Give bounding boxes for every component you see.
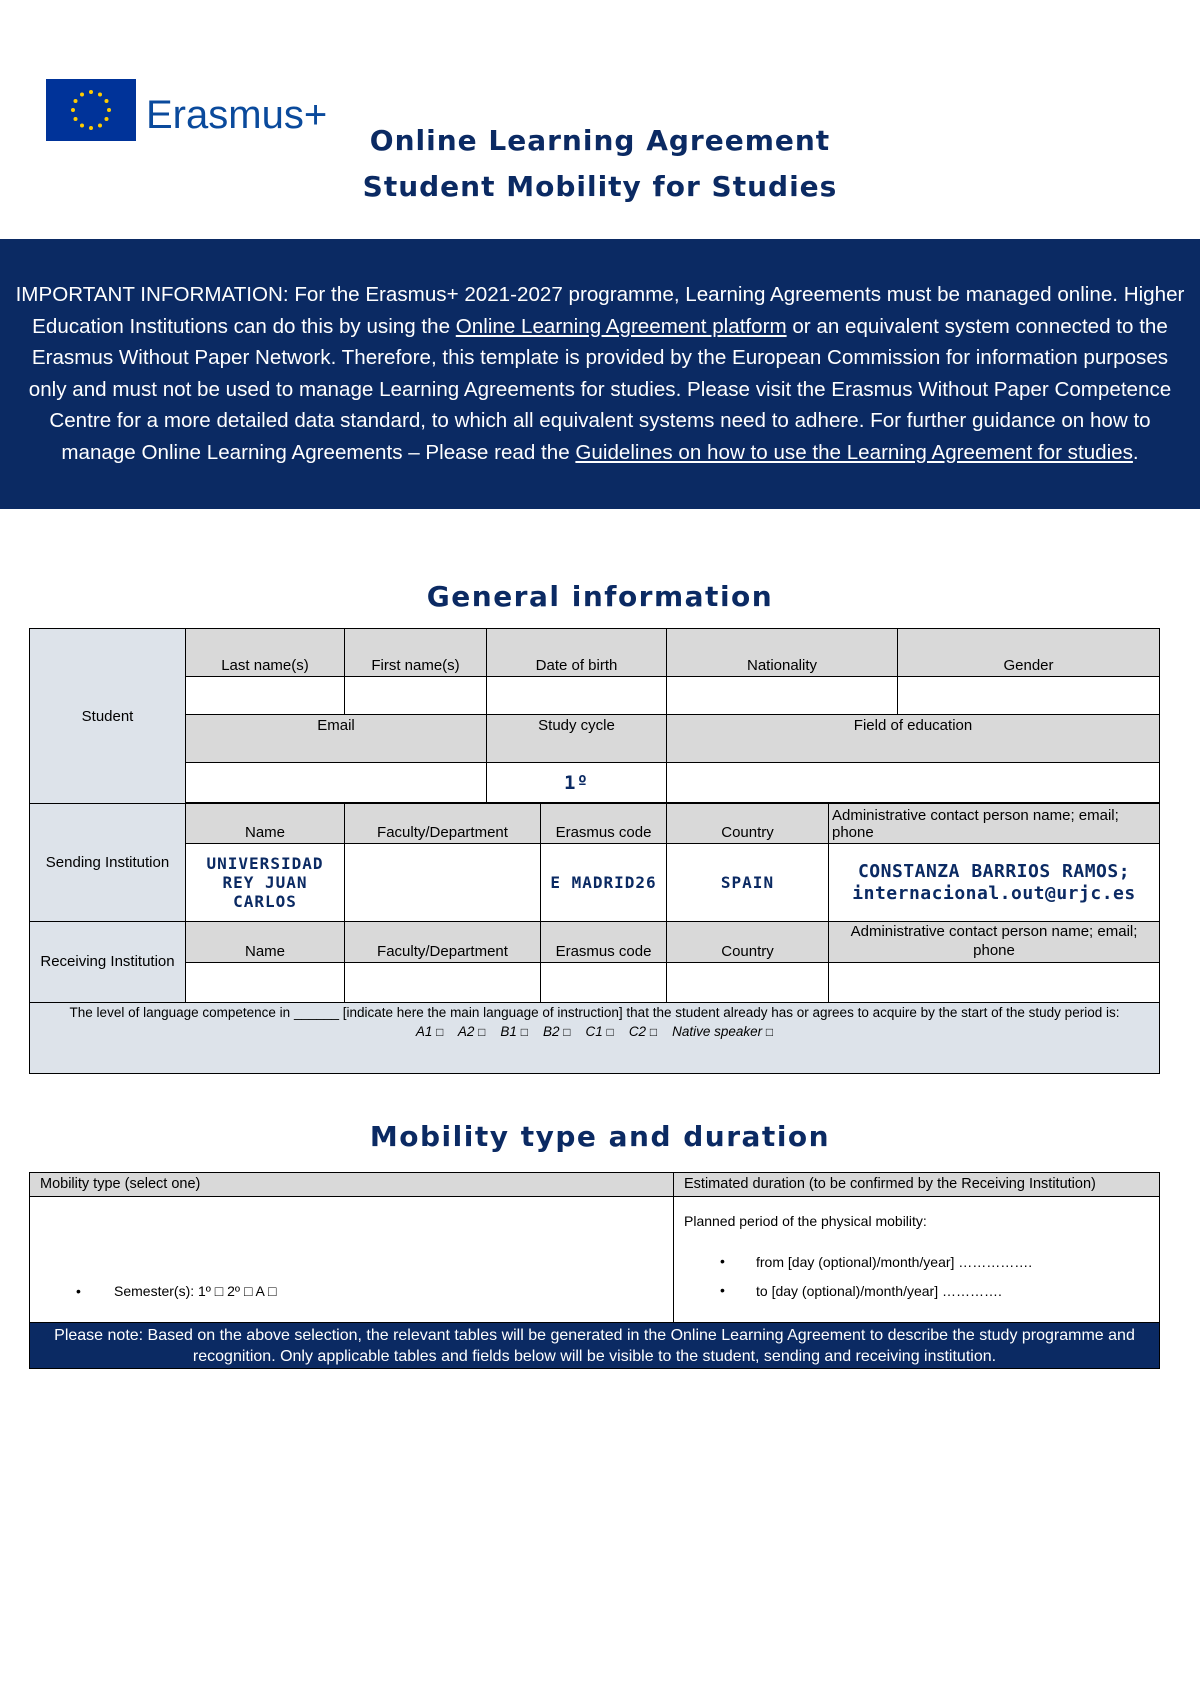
online-learning-agreement-platform-link[interactable]: Online Learning Agreement platform xyxy=(455,314,787,338)
level-b1: B1 xyxy=(500,1024,517,1039)
sending-contact-email: internacional.out@urjc.es xyxy=(852,882,1136,904)
estimated-duration-header: Estimated duration (to be confirmed by the Receiving Institution) xyxy=(674,1173,1160,1197)
first-name-header: First name(s) xyxy=(345,629,487,677)
gender-header: Gender xyxy=(898,629,1160,677)
please-note-banner: Please note: Based on the above selection, the relevant tables will be generated in the Online Learning Agreement to describe the study programme and recognition. Only applicable tables and fields below will be visible to the student, sending and receiving institution. xyxy=(30,1323,1160,1369)
first-name-field[interactable] xyxy=(345,677,487,715)
last-name-header: Last name(s) xyxy=(186,629,345,677)
semester-option[interactable]: Semester(s): 1º □ 2º □ A □ xyxy=(114,1283,277,1299)
level-b2-checkbox[interactable]: □ xyxy=(563,1025,571,1039)
study-cycle-header: Study cycle xyxy=(487,715,667,763)
email-header: Email xyxy=(186,715,487,763)
receiving-faculty-header: Faculty/Department xyxy=(345,922,541,963)
level-a2: A2 xyxy=(457,1024,475,1039)
mobility-type-title: Mobility type and duration xyxy=(369,1120,831,1153)
level-native-checkbox[interactable]: □ xyxy=(765,1025,774,1039)
level-c1: C1 xyxy=(585,1024,603,1039)
sending-erasmus-code-header: Erasmus code xyxy=(541,804,667,844)
receiving-erasmus-code-field[interactable] xyxy=(541,963,667,1003)
field-of-education-header: Field of education xyxy=(667,715,1160,763)
mobility-type-table xyxy=(29,1172,1160,1369)
date-of-birth-header: Date of birth xyxy=(487,629,667,677)
level-c2: C2 xyxy=(628,1024,647,1039)
document-title xyxy=(330,118,870,210)
banner-text-3: . xyxy=(1132,440,1139,464)
sending-institution-name[interactable]: UNIVERSIDAD REY JUAN CARLOS xyxy=(186,844,345,922)
planned-period-label: Planned period of the physical mobility: xyxy=(684,1213,927,1229)
sending-institution-label: Sending Institution xyxy=(30,804,186,922)
important-information-banner xyxy=(0,239,1200,509)
general-information-table xyxy=(29,628,1160,1074)
sending-country[interactable]: SPAIN xyxy=(667,844,829,922)
general-information-title: General information xyxy=(426,580,774,613)
to-bullet: • xyxy=(720,1282,725,1298)
gender-field[interactable] xyxy=(898,677,1160,715)
level-a2-checkbox[interactable]: □ xyxy=(478,1025,486,1039)
banner-text-1: IMPORTANT INFORMATION: For the Erasmus+ 2021-2027 programme, Learning Agreements must be managed online. Higher Education Institutions can do this by using the xyxy=(15,283,1185,338)
language-levels xyxy=(33,1022,1156,1042)
student-label: Student xyxy=(30,629,186,804)
receiving-admin-contact-field[interactable] xyxy=(829,963,1160,1003)
receiving-country-header: Country xyxy=(667,922,829,963)
receiving-name-field[interactable] xyxy=(186,963,345,1003)
level-native: Native speaker xyxy=(672,1024,763,1039)
sending-admin-contact-header: Administrative contact person name; email; phone xyxy=(829,804,1160,844)
last-name-field[interactable] xyxy=(186,677,345,715)
level-c2-checkbox[interactable]: □ xyxy=(649,1025,658,1039)
erasmus-plus-logo xyxy=(46,79,346,143)
level-a1: A1 xyxy=(415,1024,433,1039)
level-b2: B2 xyxy=(542,1024,560,1039)
title-line-2: Student Mobility for Studies xyxy=(362,170,838,203)
to-date-field[interactable]: to [day (optional)/month/year] …………. xyxy=(756,1283,1002,1299)
email-field[interactable] xyxy=(186,763,487,803)
sending-faculty-header: Faculty/Department xyxy=(345,804,541,844)
date-of-birth-field[interactable] xyxy=(487,677,667,715)
sending-faculty-field[interactable] xyxy=(345,844,541,922)
title-line-1: Online Learning Agreement xyxy=(369,124,831,157)
nationality-header: Nationality xyxy=(667,629,898,677)
receiving-admin-contact-header: Administrative contact person name; email; phone xyxy=(829,922,1160,963)
level-c1-checkbox[interactable]: □ xyxy=(606,1025,614,1039)
study-cycle-value[interactable]: 1º xyxy=(487,763,667,803)
receiving-erasmus-code-header: Erasmus code xyxy=(541,922,667,963)
estimated-duration-cell xyxy=(674,1197,1160,1323)
sending-contact-name: CONSTANZA BARRIOS RAMOS; xyxy=(857,860,1131,882)
mobility-type-header: Mobility type (select one) xyxy=(30,1173,674,1197)
nationality-field[interactable] xyxy=(667,677,898,715)
sending-country-header: Country xyxy=(667,804,829,844)
mobility-type-cell xyxy=(30,1197,674,1323)
receiving-institution-label: Receiving Institution xyxy=(30,922,186,1003)
banner-text-2: or an equivalent system connected to the Erasmus Without Paper Network. Therefore, this template is provided by the European Commission for information purposes only and must not be used to manage Learning Agreements for studies. Please visit the Erasmus Without Paper Competence Centre for a more detailed data standard, to which all equivalent systems need to adhere. For further guidance on how to manage Online Learning Agreements – Please read the xyxy=(28,314,1172,464)
semester-bullet: • xyxy=(76,1283,81,1299)
guidelines-link[interactable]: Guidelines on how to use the Learning Agreement for studies xyxy=(575,440,1133,464)
sending-admin-contact[interactable] xyxy=(829,844,1160,922)
sending-name-header: Name xyxy=(186,804,345,844)
language-competence-cell xyxy=(30,1003,1160,1074)
sending-erasmus-code[interactable]: E MADRID26 xyxy=(541,844,667,922)
logo-text: Erasmus+ xyxy=(146,93,328,137)
from-date-field[interactable]: from [day (optional)/month/year] ……………. xyxy=(756,1254,1033,1270)
receiving-country-field[interactable] xyxy=(667,963,829,1003)
receiving-faculty-field[interactable] xyxy=(345,963,541,1003)
receiving-name-header: Name xyxy=(186,922,345,963)
level-b1-checkbox[interactable]: □ xyxy=(520,1025,528,1039)
field-of-education-field[interactable] xyxy=(667,763,1160,803)
language-competence-text: The level of language competence in ______ [indicate here the main language of instruction] that the student already has or agrees to acquire by the start of the study period is: xyxy=(69,1005,1120,1020)
level-a1-checkbox[interactable]: □ xyxy=(436,1025,444,1039)
from-bullet: • xyxy=(720,1253,725,1269)
